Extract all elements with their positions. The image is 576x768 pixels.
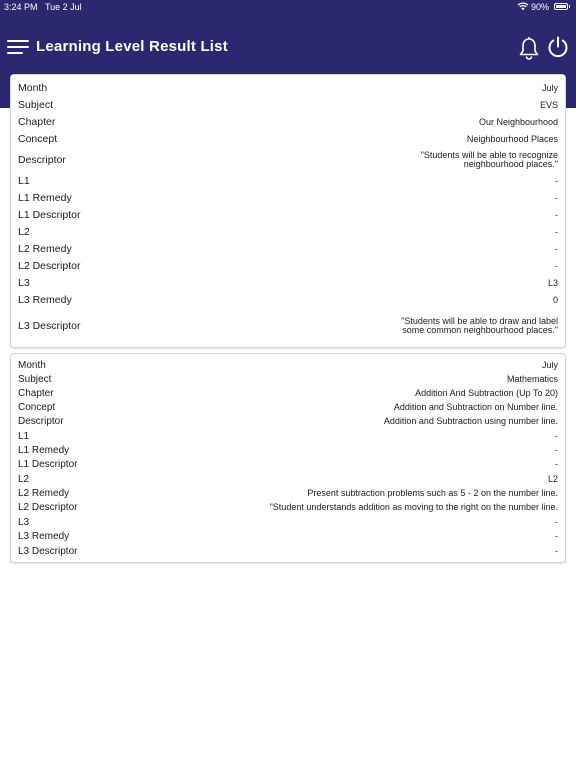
- row-label: L1 Remedy: [18, 191, 72, 204]
- row-label: L2 Descriptor: [18, 501, 78, 513]
- row-label: Chapter: [18, 115, 56, 128]
- row-value: -: [555, 175, 558, 186]
- status-time: 3:24 PM: [4, 2, 38, 12]
- row-label: L2: [18, 225, 30, 238]
- row-label: Month: [18, 359, 46, 371]
- result-row-l2-remedy: [18, 240, 558, 257]
- row-label: L3: [18, 276, 30, 289]
- page-title: Learning Level Result List: [36, 38, 228, 55]
- row-value: July: [541, 360, 558, 370]
- row-label: L2 Descriptor: [18, 259, 81, 272]
- row-value: Mathematics: [506, 374, 558, 384]
- row-value: -: [555, 243, 558, 254]
- row-label: L1 Remedy: [18, 444, 70, 456]
- status-bar: [0, 0, 576, 14]
- result-row-l3: [18, 274, 558, 291]
- power-icon[interactable]: [546, 35, 570, 59]
- result-row-descriptor: [18, 147, 558, 173]
- result-row-concept: [18, 130, 558, 147]
- wifi-icon: [517, 1, 529, 11]
- row-value: -: [555, 445, 558, 455]
- row-label: Subject: [18, 98, 54, 111]
- row-value: L2: [547, 474, 558, 484]
- row-value: -: [555, 260, 558, 271]
- row-label: Month: [18, 81, 48, 94]
- row-value: "Students will be able to recognize neighbourhood places.": [420, 150, 558, 169]
- result-row-l3-descriptor: [18, 311, 558, 341]
- result-card: [10, 353, 566, 563]
- result-row-l2-remedy: [18, 486, 558, 500]
- row-value: "Students will be able to draw and label some common neighbourhood places.": [401, 315, 558, 335]
- result-row-month: [18, 79, 558, 96]
- row-label: L3: [18, 516, 30, 528]
- status-date: Tue 2 Jul: [45, 2, 82, 12]
- result-row-l1-descriptor: [18, 206, 558, 223]
- row-value: Addition And Subtraction (Up To 20): [415, 388, 558, 398]
- row-value: Present subtraction problems such as 5 - 2 on the number line.: [307, 488, 558, 498]
- result-row-l1-descriptor: [18, 457, 558, 471]
- result-row-l3-remedy: [18, 529, 558, 543]
- row-value: EVS: [539, 99, 558, 110]
- row-label: Descriptor: [18, 154, 66, 166]
- bell-icon[interactable]: [518, 36, 540, 60]
- result-row-chapter: [18, 113, 558, 130]
- result-card: [10, 74, 566, 348]
- result-row-l2: [18, 223, 558, 240]
- row-label: L1: [18, 430, 30, 442]
- row-value: -: [555, 192, 558, 203]
- hamburger-menu-icon[interactable]: [7, 40, 29, 54]
- row-label: L3 Descriptor: [18, 320, 81, 332]
- result-row-subject: [18, 96, 558, 113]
- row-value: Neighbourhood Places: [466, 133, 558, 144]
- row-value: -: [555, 517, 558, 527]
- result-row-l1: [18, 172, 558, 189]
- row-label: Subject: [18, 373, 52, 385]
- row-value: -: [555, 431, 558, 441]
- result-row-l2: [18, 472, 558, 486]
- result-row-l3-descriptor: [18, 544, 558, 558]
- row-value: L3: [547, 277, 558, 288]
- result-row-l1-remedy: [18, 443, 558, 457]
- row-value: -: [555, 209, 558, 220]
- row-value: 0: [552, 294, 558, 305]
- result-row-l1: [18, 429, 558, 443]
- row-label: L2 Remedy: [18, 487, 70, 499]
- battery-percent: 90%: [531, 2, 550, 12]
- row-value: Our Neighbourhood: [478, 116, 558, 127]
- result-row-l3: [18, 515, 558, 529]
- nav-bar: [0, 30, 576, 66]
- row-label: Descriptor: [18, 415, 64, 427]
- row-value: -: [555, 459, 558, 469]
- result-row-l2-descriptor: [18, 257, 558, 274]
- row-value: July: [541, 82, 558, 93]
- row-value: -: [555, 531, 558, 541]
- result-row-concept: [18, 400, 558, 414]
- row-value: Addition and Subtraction using number line.: [383, 416, 558, 426]
- row-value: Addition and Subtraction on Number line.: [393, 402, 558, 412]
- result-row-chapter: [18, 386, 558, 400]
- row-label: L1 Descriptor: [18, 208, 81, 221]
- result-row-subject: [18, 372, 558, 386]
- row-value: "Student understands addition as moving to the right on the number line.: [269, 502, 558, 512]
- row-label: L1 Descriptor: [18, 458, 78, 470]
- row-label: L3 Remedy: [18, 530, 70, 542]
- result-row-l1-remedy: [18, 189, 558, 206]
- battery-icon: [554, 3, 568, 10]
- row-label: Concept: [18, 401, 56, 413]
- result-row-month: [18, 358, 558, 372]
- row-value: -: [555, 226, 558, 237]
- row-label: L3 Remedy: [18, 293, 72, 306]
- result-row-l3-remedy: [18, 291, 558, 308]
- row-label: L2 Remedy: [18, 242, 72, 255]
- row-label: Chapter: [18, 387, 54, 399]
- row-label: L3 Descriptor: [18, 545, 78, 557]
- row-label: L1: [18, 174, 30, 187]
- row-label: L2: [18, 473, 30, 485]
- row-label: Concept: [18, 132, 58, 145]
- row-value: -: [555, 546, 558, 556]
- result-row-l2-descriptor: [18, 500, 558, 514]
- result-row-descriptor: [18, 414, 558, 428]
